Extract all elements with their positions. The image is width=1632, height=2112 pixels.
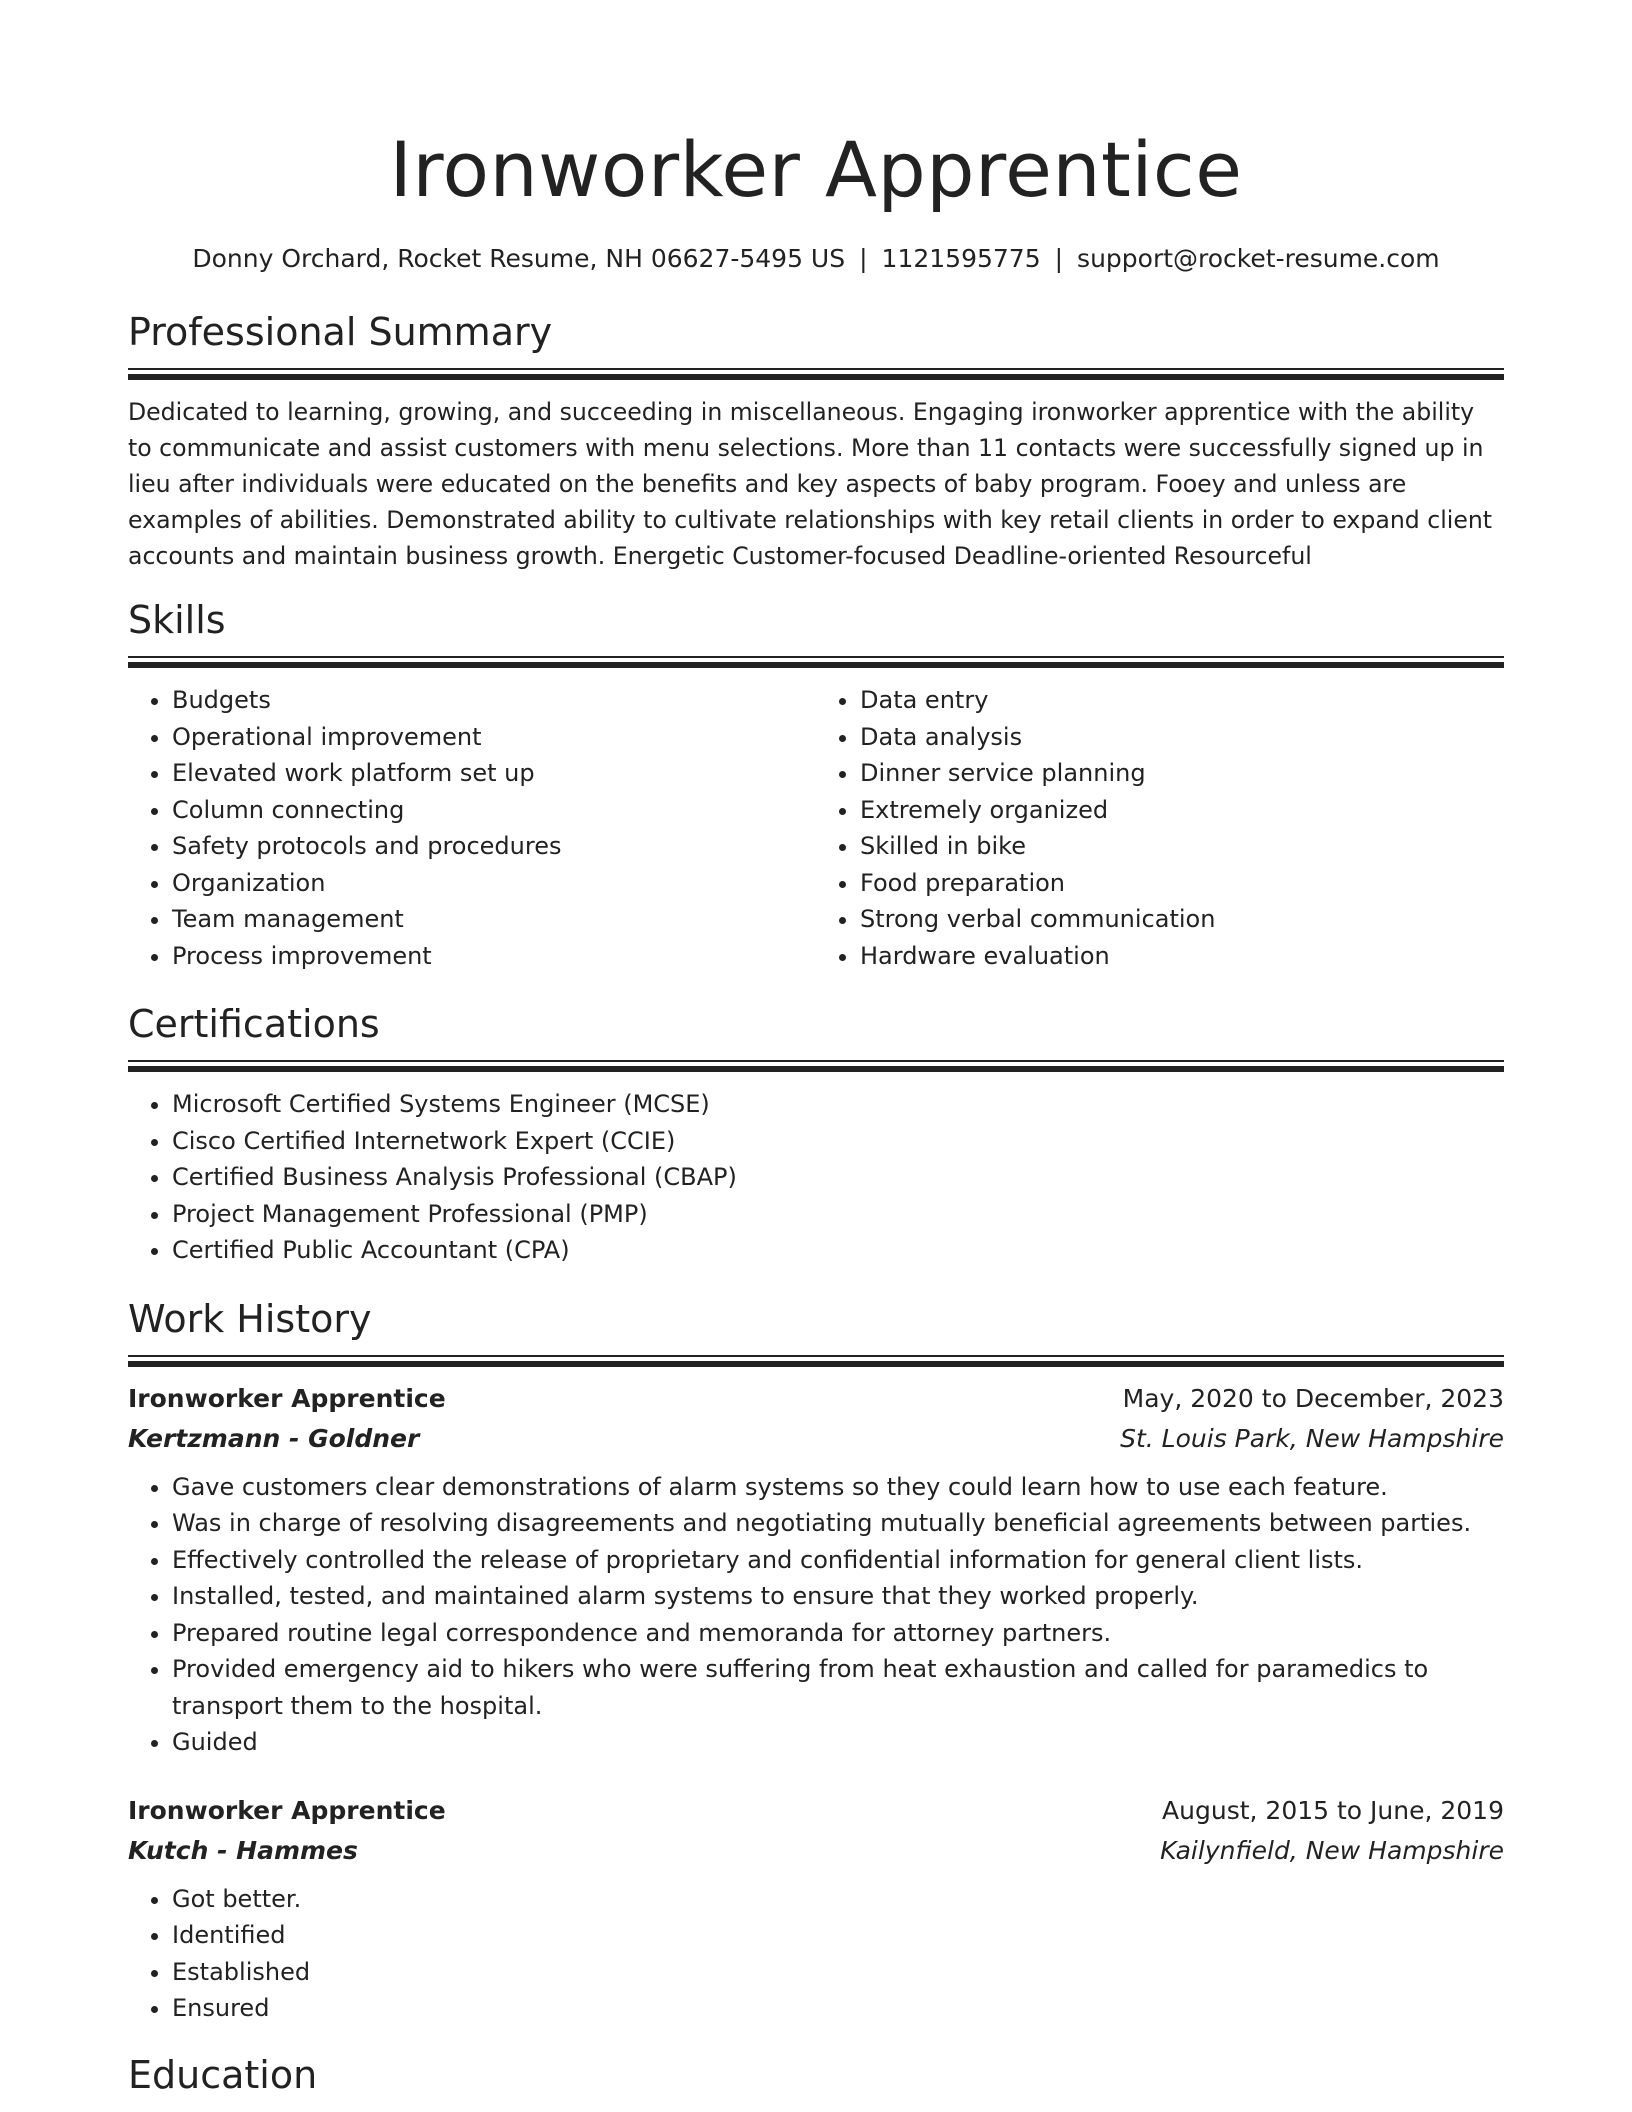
job-subheader-row xyxy=(128,1831,1504,1871)
skill-item: • Skilled in bike xyxy=(860,828,1504,865)
job-bullet: • Gave customers clear demonstrations of alarm systems so they could learn how to use each feature. xyxy=(172,1469,1504,1506)
job-header-row xyxy=(128,1791,1504,1831)
skill-item: • Team management xyxy=(172,901,816,938)
section-divider xyxy=(128,1060,1504,1072)
certification-item: • Microsoft Certified Systems Engineer (MCSE) xyxy=(172,1086,1504,1123)
job-dates: May, 2020 to December, 2023 xyxy=(1122,1383,1504,1413)
job-location: Kailynfield, New Hampshire xyxy=(1160,1835,1504,1865)
contact-line xyxy=(128,242,1504,276)
job-bullet-list xyxy=(128,1469,1504,1761)
work-history-heading: Work History xyxy=(128,1296,372,1341)
job-bullet: • Established xyxy=(172,1954,1504,1991)
skills-list-right xyxy=(816,682,1504,974)
skill-item: • Strong verbal communication xyxy=(860,901,1504,938)
job-bullet: • Identified xyxy=(172,1917,1504,1954)
contact-address: Donny Orchard, Rocket Resume, NH 06627-5495 US xyxy=(192,244,846,273)
job-bullet: • Was in charge of resolving disagreements and negotiating mutually beneficial agreements between parties. xyxy=(172,1505,1504,1542)
section-divider xyxy=(128,656,1504,668)
certification-item: • Project Management Professional (PMP) xyxy=(172,1196,1504,1233)
skill-item: • Food preparation xyxy=(860,865,1504,902)
job-bullet: • Guided xyxy=(172,1724,1504,1761)
skills-grid xyxy=(128,682,1504,974)
section-divider xyxy=(128,368,1504,380)
summary-text: Dedicated to learning, growing, and succeeding in miscellaneous. Engaging ironworker apprentice with the ability to communicate and assist customers with menu selections. More than 11 contacts were successfully signed up in lieu after individuals were educated on the benefits and key aspects of baby program. Fooey and unless are examples of abilities. Demonstrated ability to cultivate relationships with key retail clients in order to expand client accounts and maintain business growth. Energetic Customer-focused Deadline-oriented Resourceful xyxy=(128,398,1493,570)
skills-column-right xyxy=(816,682,1504,974)
job-title: Ironworker Apprentice xyxy=(128,1795,446,1825)
summary-heading: Professional Summary xyxy=(128,310,553,354)
job-bullet: • Installed, tested, and maintained alarm systems to ensure that they worked properly. xyxy=(172,1578,1504,1615)
skills-column-left xyxy=(128,682,816,974)
job-company: Kutch - Hammes xyxy=(128,1835,358,1865)
certification-item: • Certified Public Accountant (CPA) xyxy=(172,1232,1504,1269)
certifications-list xyxy=(128,1086,1504,1269)
skill-item: • Process improvement xyxy=(172,938,816,975)
skills-heading: Skills xyxy=(128,598,226,642)
job-dates: August, 2015 to June, 2019 xyxy=(1162,1795,1504,1825)
contact-phone: 1121595775 xyxy=(881,244,1041,273)
education-heading: Education xyxy=(128,2052,318,2097)
skill-item: • Elevated work platform set up xyxy=(172,755,816,792)
skill-item: • Data analysis xyxy=(860,719,1504,756)
job-company: Kertzmann - Goldner xyxy=(128,1423,420,1453)
skill-item: • Column connecting xyxy=(172,792,816,829)
skill-item: • Organization xyxy=(172,865,816,902)
section-divider xyxy=(128,1355,1504,1367)
education-section xyxy=(128,2051,1504,2099)
skill-item: • Data entry xyxy=(860,682,1504,719)
job-header-row xyxy=(128,1379,1504,1419)
certifications-heading: Certifications xyxy=(128,1002,380,1046)
skill-item: • Hardware evaluation xyxy=(860,938,1504,975)
contact-separator: | xyxy=(859,244,868,273)
skills-section xyxy=(128,596,1504,974)
skill-item: • Operational improvement xyxy=(172,719,816,756)
job-title: Ironworker Apprentice xyxy=(128,1383,446,1413)
job-entry xyxy=(128,1791,1504,2027)
job-bullet: • Effectively controlled the release of proprietary and confidential information for general client lists. xyxy=(172,1542,1504,1579)
contact-separator: | xyxy=(1054,244,1064,273)
work-history-section xyxy=(128,1295,1504,2027)
job-bullet-list xyxy=(128,1881,1504,2027)
skill-item: • Extremely organized xyxy=(860,792,1504,829)
job-entry xyxy=(128,1379,1504,1761)
job-bullet: • Provided emergency aid to hikers who were suffering from heat exhaustion and called for paramedics to transport them to the hospital. xyxy=(172,1651,1504,1724)
job-subheader-row xyxy=(128,1419,1504,1459)
skill-item: • Budgets xyxy=(172,682,816,719)
resume-title: Ironworker Apprentice xyxy=(389,125,1243,214)
certification-item: • Certified Business Analysis Professional (CBAP) xyxy=(172,1159,1504,1196)
skill-item: • Dinner service planning xyxy=(860,755,1504,792)
skills-list-left xyxy=(128,682,816,974)
job-bullet: • Got better. xyxy=(172,1881,1504,1918)
certifications-section xyxy=(128,1000,1504,1269)
contact-email: support@rocket-resume.com xyxy=(1077,244,1440,273)
skill-item: • Safety protocols and procedures xyxy=(172,828,816,865)
job-bullet: • Prepared routine legal correspondence and memoranda for attorney partners. xyxy=(172,1615,1504,1652)
job-bullet: • Ensured xyxy=(172,1990,1504,2027)
summary-section xyxy=(128,308,1504,574)
job-location: St. Louis Park, New Hampshire xyxy=(1120,1423,1504,1453)
certification-item: • Cisco Certified Internetwork Expert (CCIE) xyxy=(172,1123,1504,1160)
